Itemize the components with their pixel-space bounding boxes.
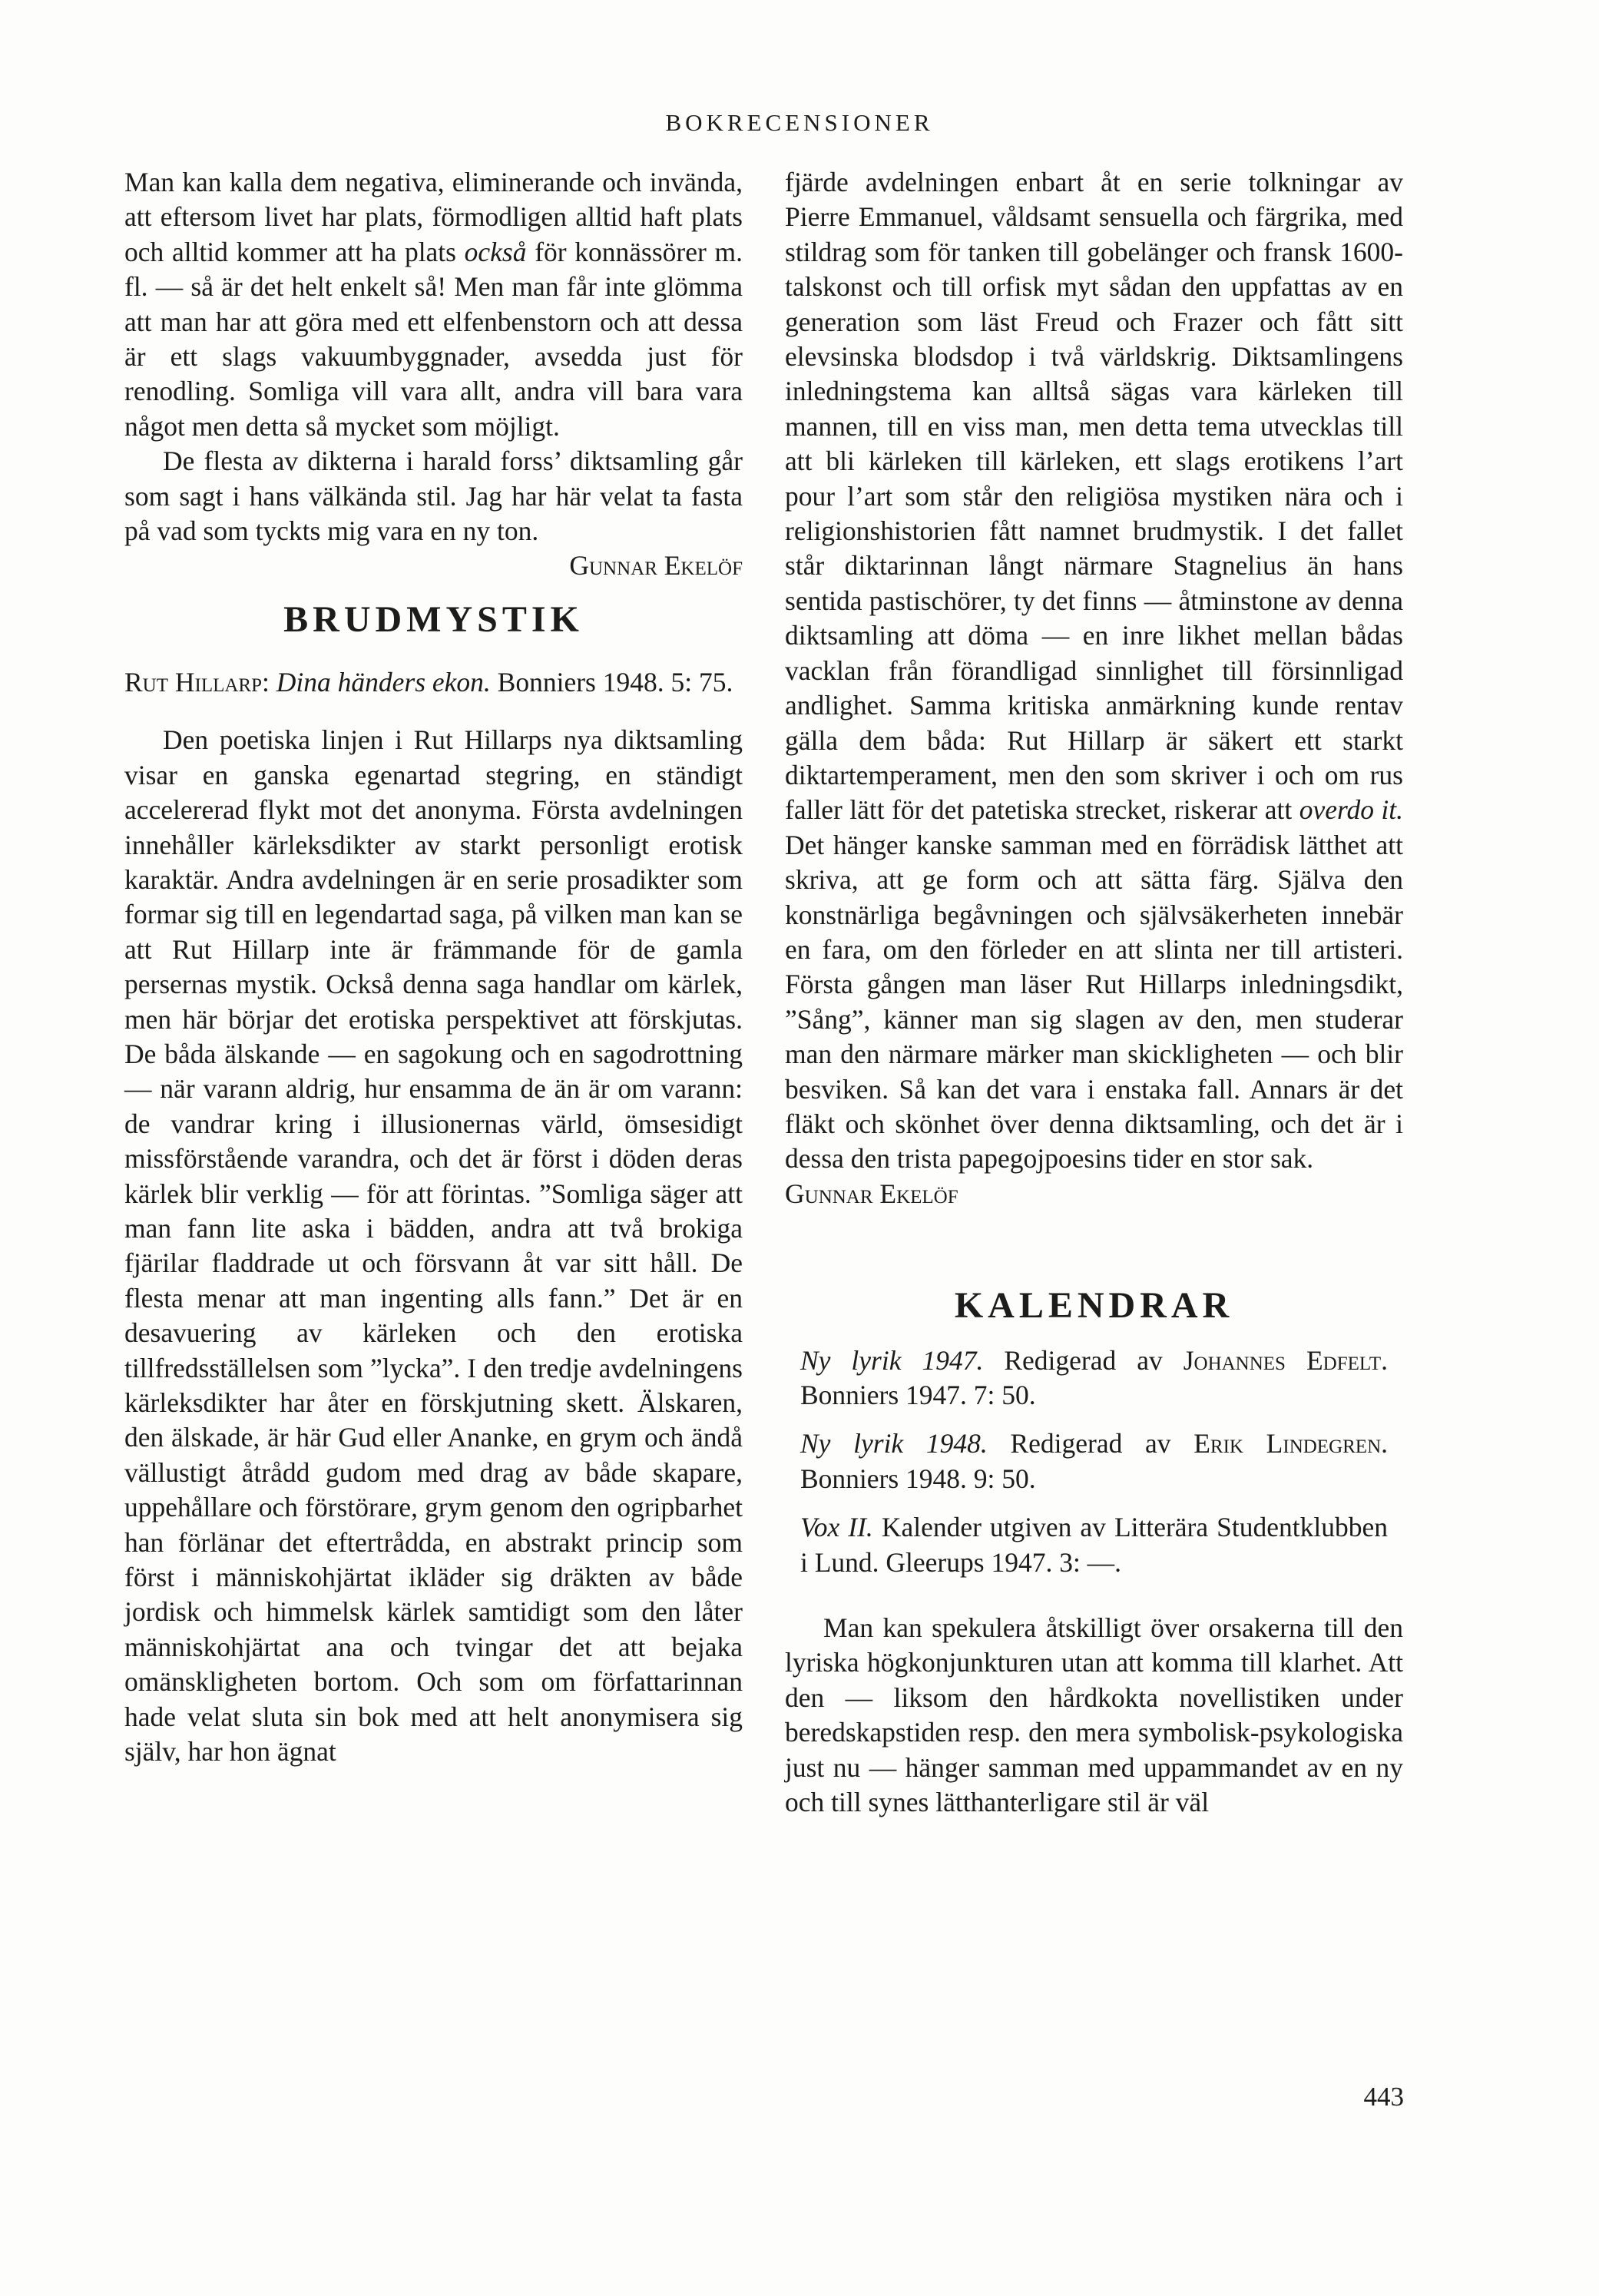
entry-tail: . Bonniers 1947. 7: 50. <box>800 1344 1388 1410</box>
continuation-text-b: Det hänger kanske samman med en förrädisk lätthet att skriva, att ge form och att sätta färg. Själva den konstnärliga begåvningen och självsäkerheten innebär en fara, om den förleder en att slinta ner till artisteri. Första gången man läser Rut Hillarps inledningsdikt, ”Sång”, känner man sig slagen av den, men studerar man den närmare märker man skickligheten — och blir besviken. Så kan det vara i enstaka fall. Annars är det fläkt och skönhet över denna diktsamling, och det är i dessa den trista papegojpoesins tider en stor sak. <box>785 829 1403 1175</box>
section-title-kalendrar: KALENDRAR <box>954 1285 1234 1327</box>
calendar-entry-ny-lyrik-1948 <box>785 1426 1403 1496</box>
entry-text: Redigerad av <box>987 1428 1194 1459</box>
signature-gunnar-ekelof-2: Gunnar Ekelöf <box>785 1178 958 1209</box>
calendar-entry-ny-lyrik-1947 <box>785 1343 1403 1413</box>
page-number: 443 <box>1363 2082 1404 2112</box>
right-column <box>785 165 1403 1820</box>
second-paragraph-text: De flesta av dikterna i harald forss’ diktsamling går som sagt i hans välkända stil. Jag har här velat ta fasta på vad som tyckts mig vara en ny ton. <box>124 446 743 547</box>
bib-title: Dina händers ekon. <box>276 666 491 697</box>
continuation-paragraph <box>785 165 1403 1177</box>
entry-text: Kalender utgiven av Litterära Studentklubben i Lund. Gleerups 1947. 3: —. <box>800 1512 1388 1578</box>
bib-author: Rut Hillarp <box>124 666 263 697</box>
intro-text: Man kan kalla dem negativa, eliminerande och invända, att eftersom livet har plats, förmodligen alltid haft plats och alltid kommer att ha plats <box>124 167 743 267</box>
second-paragraph <box>124 444 743 581</box>
running-head: BOKRECENSIONER <box>665 109 934 136</box>
bib-entry-hillarp: Rut Hillarp: Dina händers ekon. Bonniers 1948. 5: 75. <box>124 666 733 697</box>
calendar-entry-vox-ii <box>785 1510 1403 1580</box>
entry-title: Ny lyrik 1947. <box>800 1344 984 1376</box>
intro-paragraph <box>124 165 743 444</box>
entry-editor: Erik Lindegren <box>1193 1428 1382 1459</box>
intro-italic: också <box>464 236 527 267</box>
kalendrar-body-paragraph: Man kan spekulera åtskilligt över orsakerna till den lyriska högkonjunkturen utan att komma till klarhet. Att den — liksom den hårdkokta novellistiken under beredskapstiden resp. den mera symbolisk-psykologiska just nu — hänger samman med uppammandet av en ny och till synes lätthanterligare stil är väl <box>785 1612 1403 1818</box>
left-column <box>124 165 743 1769</box>
signature-gunnar-ekelof-1: Gunnar Ekelöf <box>569 550 743 581</box>
entry-tail: . Bonniers 1948. 9: 50. <box>800 1428 1389 1494</box>
entry-title: Vox II. <box>800 1512 873 1543</box>
intro-tail: för konnässörer m. fl. — så är det helt enkelt så! Men man får inte glömma att man har att göra med ett elfenbenstorn och att dessa är ett slags vakuumbyggnader, avsedda just för renodling. Somliga vill vara allt, andra vill bara vara något men detta så mycket som möjligt. <box>124 236 743 442</box>
review-body-paragraph: Den poetiska linjen i Rut Hillarps nya diktsamling visar en ganska egenartad stegring, en ständigt accelererad flykt mot det anonyma. Första avdelningen innehåller kärleksdikter av starkt personligt erotisk karaktär. Andra avdelningen är en serie prosadikter som formar sig till en legendartad saga, på vilken man kan se att Rut Hillarp inte är främmande för de gamla persernas mystik. Också denna saga handlar om kärlek, men här börjar det erotiska perspektivet att förskjutas. De båda älskande — en sagokung och en sagodrottning — när varann aldrig, hur ensamma de än är om varann: de vandrar kring i illusionernas värld, ömsesidigt missförstående varandra, och det är först i döden deras kärlek blir verklig — för att förintas. ”Somliga säger att man fann lite aska i bädden, andra att två brokiga fjärilar fladdrade ut och försvann åt var sitt håll. De flesta menar att man ingenting alls fann.” Det är en desavuering av kärleken och den erotiska tillfredsställelsen som ”lycka”. I den tredje avdelningens kärleksdikter har åter en förskjutning skett. Älskaren, den älskade, är här Gud eller Ananke, en grym och ändå vällustigt åtrådd gudom med drag av både skapare, uppehållare och förstörare, grym genom den ogripbarhet han förlänar det eftertrådda, en abstrakt princip som först i människohjärtat ikläder sig dräkten av både jordisk och himmelsk kärlek samtidigt som den låter människohjärtat ana och tvingar det att bejaka omänskligheten bortom. Och som om författarinnan hade velat sluta sin bok med att helt anonymisera sig själv, har hon ägnat <box>124 724 743 1768</box>
entry-title: Ny lyrik 1948. <box>800 1428 988 1459</box>
entry-text: Redigerad av <box>983 1344 1184 1376</box>
entry-editor: Johannes Edfelt <box>1183 1344 1382 1376</box>
continuation-italic: overdo it. <box>1299 794 1403 826</box>
bib-publisher: Bonniers 1948. 5: 75. <box>490 666 733 697</box>
section-title-brudmystik: BRUDMYSTIK <box>283 599 584 641</box>
continuation-text-a: fjärde avdelningen enbart åt en serie tolkningar av Pierre Emmanuel, våldsamt sensuella och färgrika, med stildrag som för tanken till gobelänger och fransk 1600-talskonst och till orfisk myt sådan den uppfattas av en generation som läst Freud och Frazer och fått sitt elevsinska blodsdop i två världskrig. Diktsamlingens inledningstema kan alltså sägas vara kärleken till mannen, till en viss man, men detta tema utvecklas till att bli kärleken till kärleken, ett slags erotikens l’art pour l’art som står den religiösa mystiken nära och i religionshistorien fått namnet brudmystik. I det fallet står diktarinnan långt närmare Stagnelius än hans sentida pastischörer, ty det finns — åtminstone av denna diktsamling att döma — en inre likhet mellan bådas vacklan från förandligad sinnlighet till försinnligad andlighet. Samma kritiska anmärkning kunde rentav gälla dem båda: Rut Hillarp är säkert ett starkt diktartemperament, men den som skriver i och om rus faller lätt för det patetiska strecket, riskerar att <box>785 167 1403 826</box>
